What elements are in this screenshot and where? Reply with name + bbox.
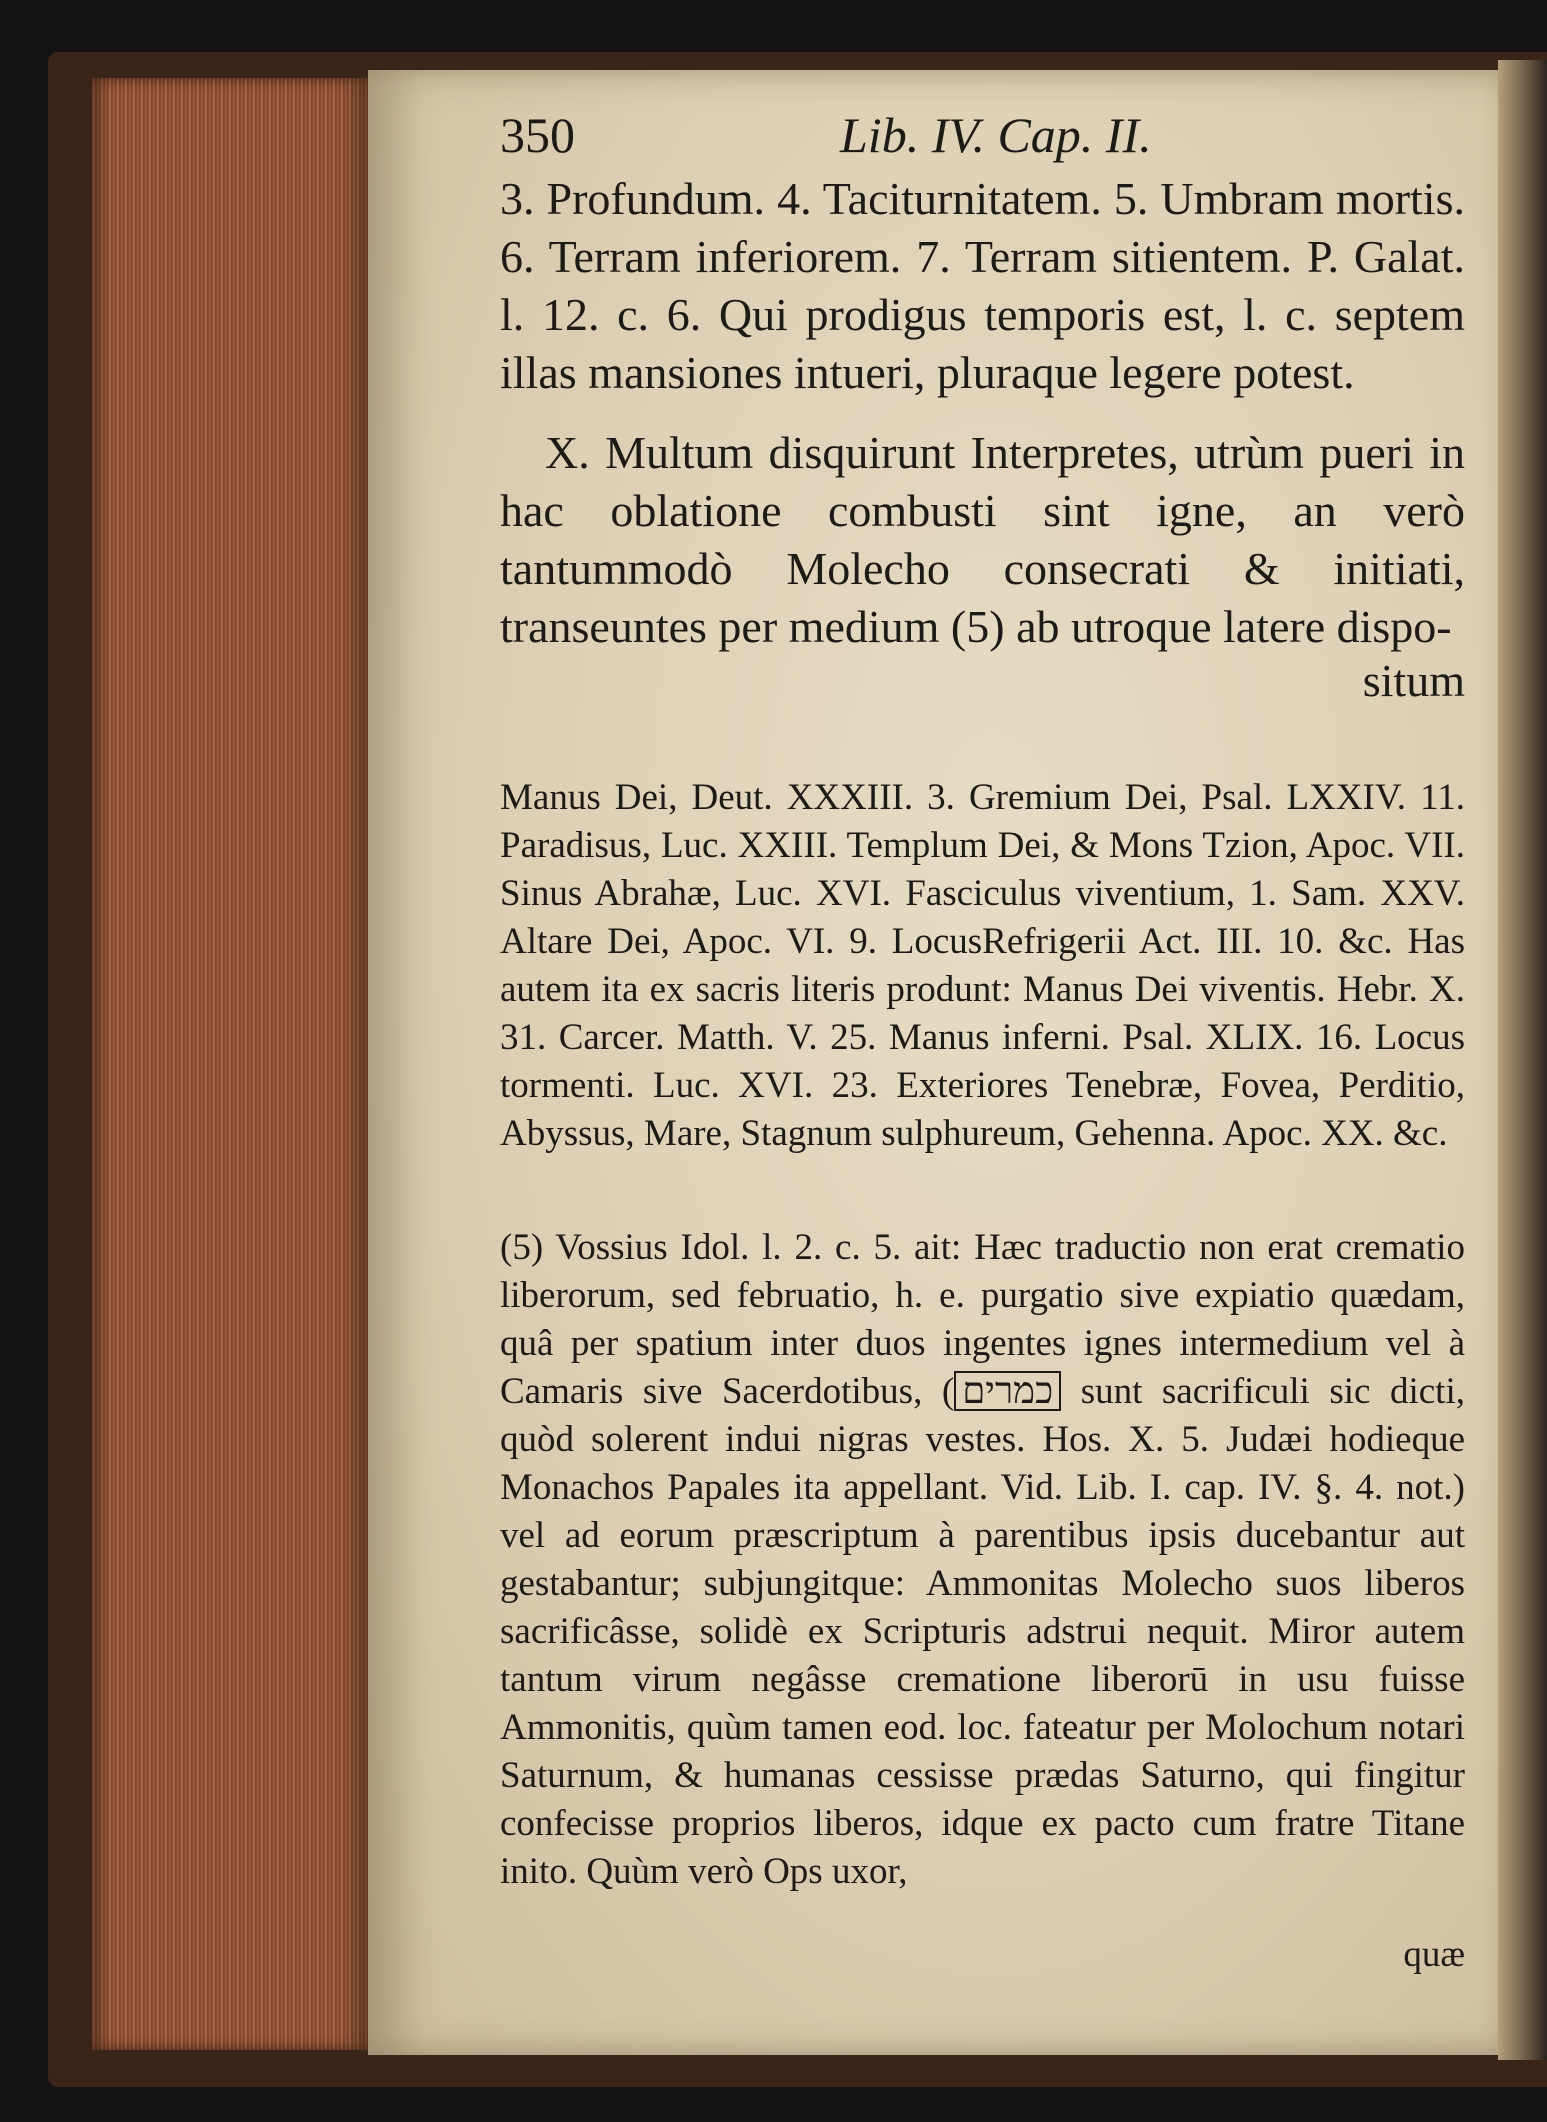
page-number: 350 — [500, 107, 575, 163]
right-page-edge — [1498, 60, 1547, 2060]
main-paragraph-2: X. Multum disquirunt Interpretes, utrùm pueri in hac oblatione combusti sint igne, an verò tantummodò Molecho consecrati & initiati, transeuntes per medium (5) ab utroque latere dispo- — [500, 427, 1465, 652]
page-content — [500, 100, 1465, 1977]
main-paragraph-1: 3. Profundum. 4. Taciturnitatem. 5. Umbram mortis. 6. Terram inferiorem. 7. Terram sitientem. P. Galat. l. 12. c. 6. Qui prodigus temporis est, l. c. septem illas mansiones intueri, pluraque legere potest. — [500, 173, 1465, 398]
footnote-5-text-b: sunt sacrificuli sic dicti, quòd solerent indui nigras vestes. Hos. X. 5. Judæi hodieque Monachos Papales ita appellant. Vid. Lib. I. cap. IV. §. 4. not.) vel ad eorum præscriptum à parentibus ipsis ducebantur aut gestabantur; subjungitque: Ammonitas Molecho suos liberos sacrificâsse, solidè ex Scripturis adstrui nequit. Miror autem tantum virum negâsse crematione liberorū in usu fuisse Ammonitis, quùm tamen eod. loc. fateatur per Molochum notari Saturnum, & humanas cessisse prædas Saturno, qui fingitur confecisse proprios liberos, idque ex pacto cum fratre Titane inito. Quùm verò Ops uxor, — [500, 1371, 1465, 1892]
running-title: Lib. IV. Cap. II. — [840, 107, 1152, 163]
footnote-5 — [500, 1224, 1465, 1896]
footnote-continuation: Manus Dei, Deut. XXXIII. 3. Gremium Dei, Psal. LXXIV. 11. Paradisus, Luc. XXIII. Templum Dei, & Mons Tzion, Apoc. VII. Sinus Abrahæ, Luc. XVI. Fasciculus viventium, 1. Sam. XXV. Altare Dei, Apoc. VI. 9. LocusRefrigerii Act. III. 10. &c. Has autem ita ex sacris literis produnt: Manus Dei viventis. Hebr. X. 31. Carcer. Matth. V. 25. Manus inferni. Psal. XLIX. 16. Locus tormenti. Luc. XVI. 23. Exteriores Tenebræ, Fovea, Perditio, Abyssus, Mare, Stagnum sulphureum, Gehenna. Apoc. XX. &c. — [500, 777, 1465, 1154]
page-edges — [92, 78, 370, 2050]
main-text — [500, 170, 1465, 706]
footnote-5-text-a: (5) Vossius Idol. l. 2. c. 5. ait: Hæc traductio non erat crematio liberorum, sed februatio, h. e. purgatio sive expiatio quædam, quâ per spatium inter duos ingentes ignes intermedium vel à Camaris sive Sacerdotibus, ( — [500, 1227, 1465, 1412]
catchword-main: situm — [1362, 655, 1465, 706]
hebrew-word: כמרים — [954, 1371, 1061, 1411]
running-header — [500, 100, 1465, 170]
catchword-footnote: quæ — [1403, 1934, 1465, 1975]
